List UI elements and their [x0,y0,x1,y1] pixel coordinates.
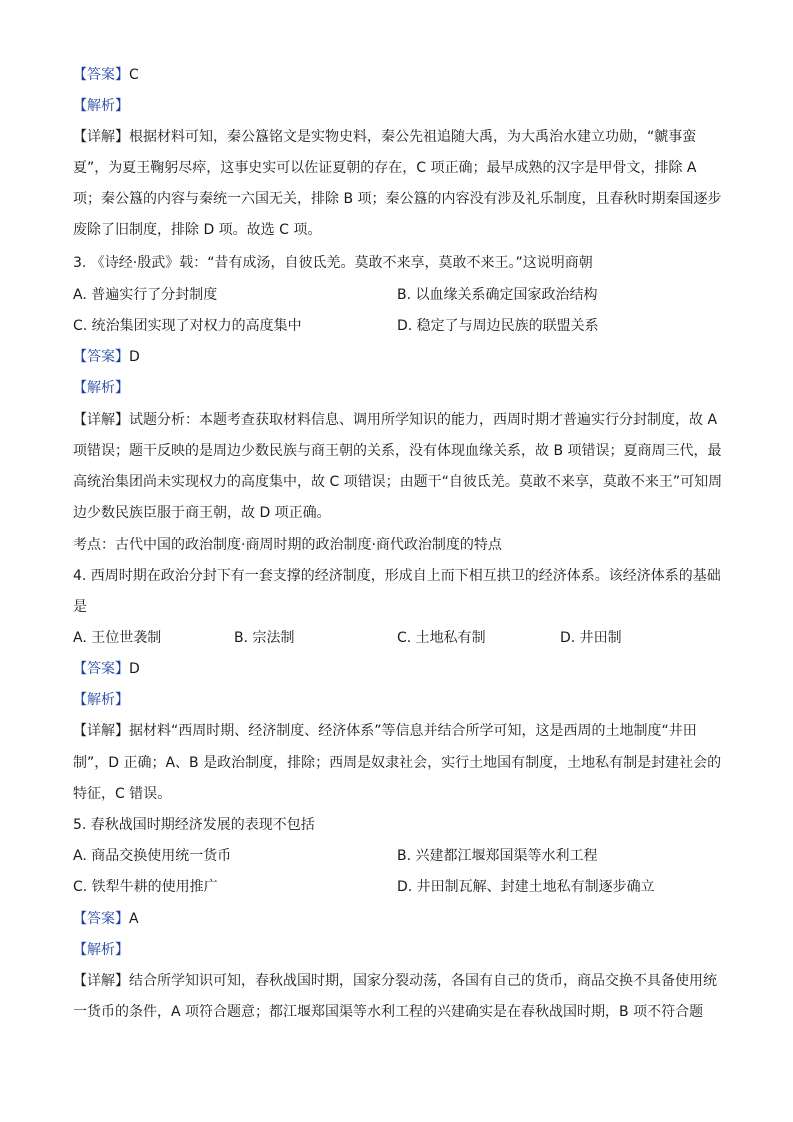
analysis-label: 【解析】 [73,692,129,708]
detail-line: 项错误；题干反映的是周边少数民族与商王朝的关系，没有体现血缘关系，故 B 项错误；夏商周三代，最 [73,443,722,459]
detail-line: 一货币的条件，A 项符合题意；都江堰郑国渠等水利工程的兴建确实是在春秋战国时期，B 项不符合题 [73,1004,704,1020]
option-c: C. 土地私有制 [397,630,486,646]
detail-line: 废除了旧制度，排除 D 项。故选 C 项。 [73,222,322,238]
detail-line: 制”，D 正确；A、B 是政治制度，排除；西周是奴隶社会，实行土地国有制度，土地私有制是封建社会的 [73,755,722,771]
option-d: D. 井田制 [560,630,622,646]
option-d: D. 稳定了与周边民族的联盟关系 [397,318,599,334]
answer-label: 【答案】 [73,661,129,677]
answer-label: 【答案】 [73,349,129,365]
detail-line: 项；秦公簋的内容与秦统一六国无关，排除 B 项；秦公簋的内容没有涉及礼乐制度，且春秋时期秦国逐步 [73,191,722,207]
option-d: D. 井田制瓦解、封建土地私有制逐步确立 [397,879,655,895]
option-c: C. 铁犁牛耕的使用推广 [73,879,218,895]
analysis-label: 【解析】 [73,98,129,114]
detail-line: 【详解】结合所学知识可知，春秋战国时期，国家分裂动荡，各国有自己的货币，商品交换不具备使用统 [73,973,717,989]
detail-label: 【详解】 [73,412,129,428]
detail-line: 夏”，为夏王鞠躬尽瘁，这事史实可以佐证夏朝的存在，C 项正确；最早成熟的汉字是甲骨文，排除 A [73,160,697,176]
question-stem: 3. 《诗经·殷武》载：“昔有成汤，自彼氐羌。莫敢不来享，莫敢不来王。”这说明商朝 [73,255,593,271]
option-b: B. 兴建都江堰郑国渠等水利工程 [397,848,598,864]
option-b: B. 宗法制 [234,630,295,646]
answer-value: C [129,67,139,83]
detail-line: 【详解】试题分析：本题考查获取材料信息、调用所学知识的能力，西周时期才普遍实行分封制度，故 A [73,412,718,428]
answer-line [73,347,140,367]
answer-value: A [129,911,139,927]
question-stem-cont: 是 [73,599,87,615]
detail-line: 高统治集团尚未实现权力的高度集中，故 C 项错误；由题干“自彼氐羌。莫敢不来享，莫敢不来王”可知周 [73,474,723,490]
answer-value: D [129,661,140,677]
answer-value: D [129,349,140,365]
option-c: C. 统治集团实现了对权力的高度集中 [73,318,302,334]
option-a: A. 王位世袭制 [73,630,162,646]
answer-line [73,659,140,679]
option-a: A. 商品交换使用统一货币 [73,848,232,864]
answer-label: 【答案】 [73,67,129,83]
answer-label: 【答案】 [73,911,129,927]
analysis-label: 【解析】 [73,942,129,958]
detail-line: 【详解】据材料“西周时期、经济制度、经济体系”等信息并结合所学可知，这是西周的土地制度“井田 [73,723,697,739]
answer-line [73,909,139,929]
question-stem: 5. 春秋战国时期经济发展的表现不包括 [73,817,315,833]
detail-label: 【详解】 [73,973,129,989]
detail-label: 【详解】 [73,723,129,739]
option-b: B. 以血缘关系确定国家政治结构 [397,287,598,303]
detail-label: 【详解】 [73,129,129,145]
option-a: A. 普遍实行了分封制度 [73,287,218,303]
analysis-label: 【解析】 [73,380,129,396]
answer-line [73,65,139,85]
kaodian-line: 考点：古代中国的政治制度·商周时期的政治制度·商代政治制度的特点 [73,537,502,553]
detail-line: 边少数民族臣服于商王朝，故 D 项正确。 [73,505,331,521]
question-stem: 4. 西周时期在政治分封下有一套支撑的经济制度，形成自上而下相互拱卫的经济体系。该经济体系的基础 [73,568,721,584]
detail-line: 【详解】根据材料可知，秦公簋铭文是实物史料，秦公先祖追随大禹，为大禹治水建立功勋，“虩事蛮 [73,129,697,145]
detail-line: 特征，C 错误。 [73,786,172,802]
